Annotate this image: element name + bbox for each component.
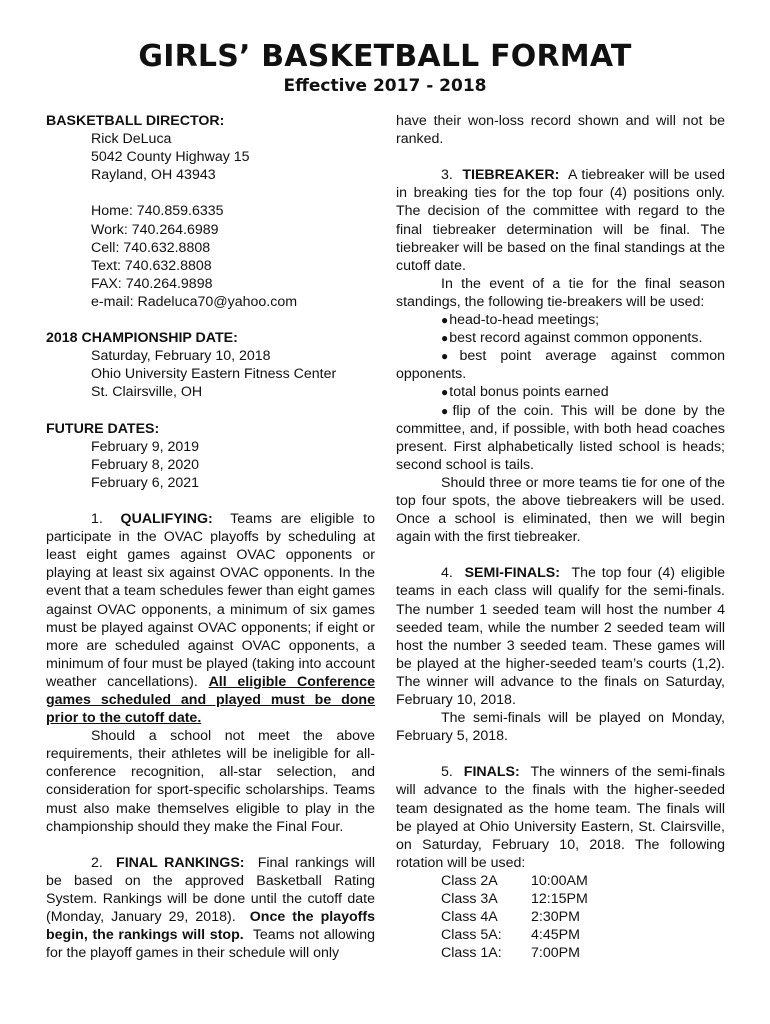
rankings-section: 2. FINAL RANKINGS: Final rankings will be based on the approved Basketball Rating System. Rankings will be done until the cutoff date (Monday, January 29, 2018). Once the playoffs begin, the rankings will stop. Teams not allowing for the playoff games in their schedule will only — [46, 854, 375, 962]
tiebreaker-item: ● head-to-head meetings; — [396, 311, 725, 329]
semifinals-para2: The semi-finals will be played on Monday, February 5, 2018. — [396, 710, 725, 745]
qualifying-emphasis: All eligible Conference games scheduled and played must be done prior to the cutoff date. — [46, 673, 375, 727]
left-column — [46, 112, 375, 962]
rotation-row: Class 2A 10:00AM — [441, 872, 588, 889]
page-title: GIRLS’ BASKETBALL FORMAT — [138, 39, 632, 74]
future-date: February 8, 2020 — [91, 456, 200, 473]
tiebreaker-section: 3. TIEBREAKER: A tiebreaker will be used in breaking ties for the top four (4) positions only. The decision of the committee with regard to the final tiebreaker determination will be final. The tiebreaker will be based on the final standings at the cutoff date. — [396, 167, 725, 274]
director-address1: 5042 County Highway 15 — [91, 149, 250, 166]
future-date: February 9, 2019 — [91, 438, 200, 455]
director-address2: Rayland, OH 43943 — [91, 167, 216, 184]
championship-venue: Ohio University Eastern Fitness Center — [91, 366, 337, 383]
future-date: February 6, 2021 — [91, 474, 200, 491]
tiebreaker-para2: In the event of a tie for the final season standings, the following tie-breakers will be used: — [396, 275, 725, 310]
tiebreaker-para3: Should three or more teams tie for one of the top four spots, the above tiebreakers will be used. Once a school is eliminated, then we will begin again with the first tiebreaker. — [396, 474, 725, 546]
rotation-row: Class 5A: 4:45PM — [441, 927, 580, 944]
page-subtitle: Effective 2017 - 2018 — [283, 76, 487, 96]
right-column — [396, 112, 725, 962]
future-heading: FUTURE DATES: — [46, 420, 160, 437]
rotation-row: Class 1A: 7:00PM — [441, 945, 580, 962]
rotation-row: Class 4A 2:30PM — [441, 909, 580, 926]
director-home: Home: 740.859.6335 — [91, 203, 224, 220]
tiebreaker-item: ● total bonus points earned — [396, 383, 725, 401]
director-text: Text: 740.632.8808 — [91, 257, 212, 274]
championship-date: Saturday, February 10, 2018 — [91, 348, 271, 365]
tiebreaker-item: ● best point average against common opponents. — [396, 347, 725, 383]
qualifying-para2: Should a school not meet the above requirements, their athletes will be ineligible for all-conference recognition, all-star selection, and consideration for sport-specific scholarships. Teams must also make themselves eligible to play in the championship should they make the Final Four. — [46, 728, 375, 835]
director-work: Work: 740.264.6989 — [91, 221, 219, 238]
qualifying-section: 1. QUALIFYING: Teams are eligible to participate in the OVAC playoffs by scheduling at least eight games against OVAC opponents or playing at least six against OVAC opponents. In the event that a team schedules fewer than eight games against OVAC opponents, a minimum of six games must be played against OVAC opponents; if eight or more are scheduled against OVAC opponents, a minimum of four must be played (taking into account weather cancellations). All eligible Conference games scheduled and played must be done prior to the cutoff date. — [46, 511, 375, 727]
director-cell: Cell: 740.632.8808 — [91, 239, 211, 256]
championship-heading: 2018 CHAMPIONSHIP DATE: — [46, 330, 238, 347]
director-email: e-mail: Radeluca70@yahoo.com — [91, 293, 298, 310]
finals-section: 5. FINALS: The winners of the semi-finals will advance to the finals with the higher-seeded team designated as the home team. The finals will be played at Ohio University Eastern, St. Clairsville, on Saturday, February 10, 2018. The following rotation will be used: — [396, 764, 725, 871]
tiebreaker-item: ● best record against common opponents. — [396, 329, 725, 347]
director-fax: FAX: 740.264.9898 — [91, 275, 213, 292]
director-heading: BASKETBALL DIRECTOR: — [46, 113, 225, 129]
rotation-row: Class 3A 12:15PM — [441, 891, 588, 908]
championship-city: St. Clairsville, OH — [91, 384, 203, 401]
tiebreaker-item: ● flip of the coin. This will be done by the committee, and, if possible, with both head coaches present. First alphabetically listed school is heads; second school is tails. — [396, 402, 725, 474]
semifinals-section: 4. SEMI-FINALS: The top four (4) eligible teams in each class will qualify for the semi-finals. The number 1 seeded team will host the number 4 seeded team, while the number 2 seeded team will host the number 3 seeded team. These games will be played at the higher-seeded team’s courts (1,2). The winner will advance to the finals on Saturday, February 10, 2018. — [396, 565, 725, 708]
director-name: Rick DeLuca — [91, 131, 172, 148]
rankings-continued: have their won-loss record shown and will not be ranked. — [396, 113, 725, 148]
